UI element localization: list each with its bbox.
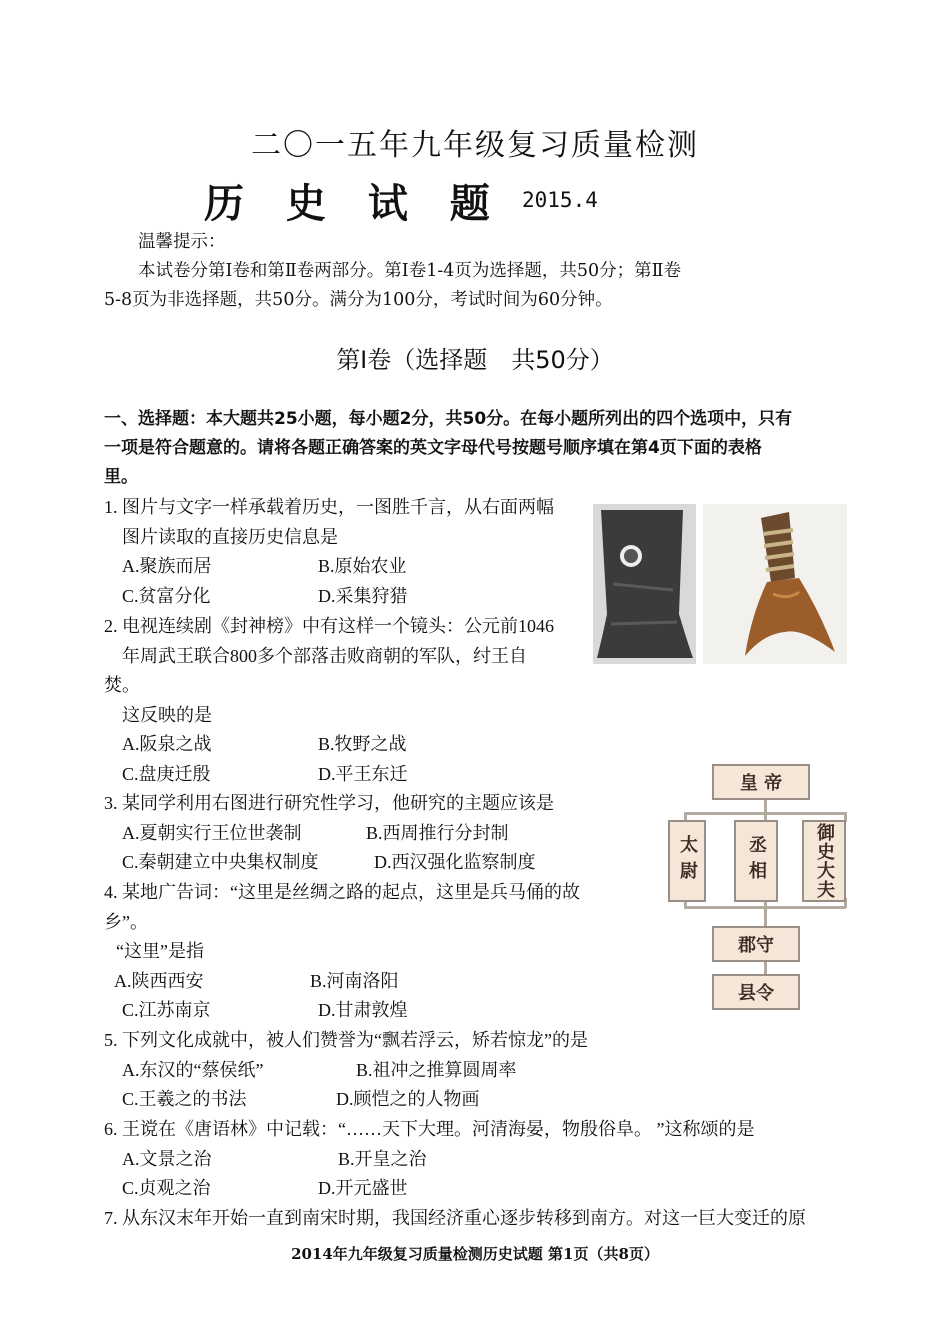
chengxiang-label: 丞相: [746, 835, 767, 887]
q3-stem-1: 3. 某同学利用右图进行研究性学习，他研究的主题应该是: [104, 793, 554, 813]
q2-stem-1: 2. 电视连续剧《封神榜》中有这样一个镜头：公元前1046: [104, 616, 554, 636]
q6-option-d: D.开元盛世: [318, 1178, 408, 1198]
q6-stem-1: 6. 王谠在《唐语林》中记载：“……天下大理。河清海晏，物殷俗阜。 ”这称颂的是: [104, 1119, 755, 1139]
q4-option-b: B.河南洛阳: [310, 971, 399, 991]
q2-option-c: C.盘庚迁殷: [122, 764, 211, 784]
q3-option-c: C.秦朝建立中央集权制度: [122, 852, 319, 872]
q2-stem-2: 年周武王联合800多个部落击败商朝的军队，纣王自: [122, 646, 527, 666]
q1-option-a: A.聚族而居: [122, 556, 212, 576]
q2-stem-3: 焚。: [104, 675, 140, 695]
q6-option-b: B.开皇之治: [338, 1149, 427, 1169]
notice-line-2: 5-8页为非选择题，共50分。满分为100分，考试时间为60分钟。: [104, 290, 613, 310]
yushi-box: [802, 820, 846, 902]
junshou-label: 郡守: [738, 935, 774, 956]
q3-option-d: D.西汉强化监察制度: [374, 852, 536, 872]
exam-date: 2015.4: [522, 188, 598, 212]
q1-option-b: B.原始农业: [318, 556, 407, 576]
q3-option-b: B.西周推行分封制: [366, 823, 509, 843]
q7-stem-1: 7. 从东汉末年开始一直到南宋时期，我国经济重心逐步转移到南方。对这一巨大变迁的原: [104, 1208, 806, 1228]
q6-option-c: C.贞观之治: [122, 1178, 211, 1198]
q2-option-b: B.牧野之战: [318, 734, 407, 754]
exam-title: 二〇一五年九年级复习质量检测: [251, 128, 699, 163]
instructions-line-1: 一、选择题：本大题共25小题，每小题2分，共50分。在每小题所列出的四个选项中，只有: [104, 409, 793, 429]
q4-option-a: A.陕西西安: [114, 971, 204, 991]
notice-label: 温馨提示：: [138, 232, 226, 252]
q2-option-a: A.阪泉之战: [122, 734, 212, 754]
q1-stem-2: 图片读取的直接历史信息是: [122, 527, 338, 547]
q4-stem-3: “这里”是指: [116, 941, 204, 961]
junshou-box: [712, 926, 800, 962]
taiwei-label: 太尉: [677, 835, 698, 887]
q5-option-c: C.王羲之的书法: [122, 1089, 247, 1109]
xianling-box: [712, 974, 800, 1010]
q5-option-b: B.祖冲之推算圆周率: [356, 1060, 517, 1080]
q4-option-c: C.江苏南京: [122, 1000, 211, 1020]
q1-stem-1: 1. 图片与文字一样承载着历史，一图胜千言，从右面两幅: [104, 497, 554, 517]
page-footer: 2014年九年级复习质量检测历史试题 第1页（共8页）: [291, 1245, 659, 1263]
emperor-box: [712, 764, 810, 800]
q1-option-c: C.贫富分化: [122, 586, 211, 606]
q5-stem-1: 5. 下列文化成就中，被人们赞誉为“飘若浮云，矫若惊龙”的是: [104, 1030, 588, 1050]
instructions-line-2: 一项是符合题意的。请将各题正确答案的英文字母代号按题号顺序填在第4页下面的表格: [104, 438, 762, 458]
emperor-label: 皇 帝: [739, 773, 783, 794]
chengxiang-box: [734, 820, 778, 902]
stone-axe-image: [593, 504, 696, 664]
q4-stem-2: 乡”。: [104, 912, 148, 932]
taiwei-box: [668, 820, 706, 902]
yushi-label: 御史大夫: [814, 823, 835, 899]
notice-line-1: 本试卷分第Ⅰ卷和第Ⅱ卷两部分。第Ⅰ卷1-4页为选择题，共50分；第Ⅱ卷: [138, 261, 682, 281]
instructions-line-3: 里。: [104, 467, 138, 487]
bone-spade-image: [703, 504, 847, 664]
q2-stem-4: 这反映的是: [122, 705, 212, 725]
q1-option-d: D.采集狩猎: [318, 586, 408, 606]
xianling-label: 县令: [738, 983, 774, 1004]
q5-option-d: D.顾恺之的人物画: [336, 1089, 480, 1109]
q3-option-a: A.夏朝实行王位世袭制: [122, 823, 302, 843]
q5-option-a: A.东汉的“蔡侯纸”: [122, 1060, 264, 1080]
q4-stem-1: 4. 某地广告词：“这里是丝绸之路的起点，这里是兵马俑的故: [104, 882, 580, 902]
subject-title: 历 史 试 题: [204, 180, 504, 227]
q6-option-a: A.文景之治: [122, 1149, 212, 1169]
q4-option-d: D.甘肃敦煌: [318, 1000, 408, 1020]
q2-option-d: D.平王东迁: [318, 764, 408, 784]
section-title: 第Ⅰ卷（选择题 共50分）: [336, 346, 614, 374]
